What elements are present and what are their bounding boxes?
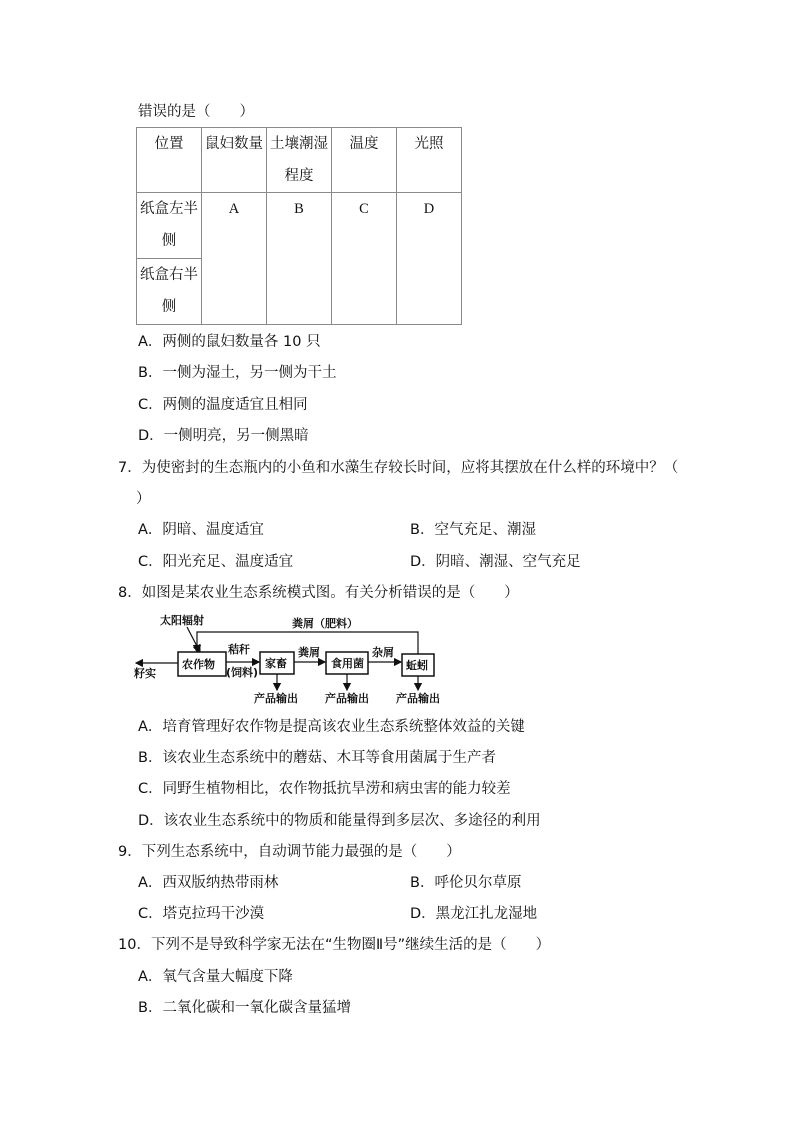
- q8-option-b: B．该农业生态系统中的蘑菇、木耳等食用菌属于生产者: [138, 750, 496, 766]
- solar-arrow: [187, 627, 200, 652]
- cell-d: D: [397, 193, 462, 325]
- q7-stem-cont: ）: [136, 491, 151, 507]
- header-cell: 位置: [137, 128, 202, 193]
- q6-option-b: B．一侧为湿土，另一侧为干土: [138, 365, 337, 381]
- output-label-3: 产品输出: [396, 692, 440, 705]
- q6-option-a: A．两侧的鼠妇数量各 10 只: [138, 334, 321, 350]
- agri-ecosystem-diagram: [132, 612, 462, 707]
- q7-option-b: B．空气充足、潮湿: [410, 522, 536, 538]
- q7-option-d: D．阴暗、潮湿、空气充足: [410, 554, 581, 570]
- crop-label: 农作物: [182, 658, 215, 671]
- feed-label: (饲料): [226, 666, 259, 679]
- output-label-2: 产品输出: [325, 692, 369, 705]
- cell-a: A: [202, 193, 267, 325]
- q6-option-c: C．两侧的温度适宜且相同: [138, 397, 308, 413]
- residue-label: 杂屑: [372, 646, 394, 659]
- row-label-left: 纸盒左半 侧: [137, 193, 202, 259]
- q10-stem: 10．下列不是导致科学家无法在“生物圈Ⅱ号”继续生活的是（ ）: [118, 937, 551, 953]
- q7-option-c: C．阳光充足、温度适宜: [138, 554, 294, 570]
- q6-option-d: D．一侧明亮，另一侧黑暗: [138, 428, 309, 444]
- header-cell: 温度: [332, 128, 397, 193]
- seed-label: 籽实: [134, 667, 156, 680]
- header-cell: 鼠妇数量: [202, 128, 267, 193]
- q7-stem: 7．为使密封的生态瓶内的小鱼和水藻生存较长时间，应将其摆放在什么样的环境中？（: [118, 460, 679, 476]
- q9-option-b: B．呼伦贝尔草原: [410, 875, 522, 891]
- q6-stem-tail: 错误的是（ ）: [138, 104, 254, 120]
- row-label-right: 纸盒右半 侧: [137, 259, 202, 325]
- cell-b: B: [267, 193, 332, 325]
- header-cell: 土壤潮湿 程度: [267, 128, 332, 193]
- q10-option-b: B．二氧化碳和一氧化碳含量猛增: [138, 1000, 351, 1016]
- q8-option-a: A．培育管理好农作物是提高该农业生态系统整体效益的关键: [138, 719, 525, 735]
- straw-label: 秸秆: [228, 643, 250, 656]
- table-row: [137, 193, 462, 259]
- q10-option-a: A．氧气含量大幅度下降: [138, 969, 293, 985]
- q9-option-c: C．塔克拉玛干沙漠: [138, 906, 265, 922]
- dung-label: 粪屑: [298, 646, 320, 659]
- q6-table: [136, 127, 462, 325]
- q8-option-d: D．该农业生态系统中的物质和能量得到多层次、多途径的利用: [138, 813, 541, 829]
- livestock-label: 家畜: [265, 657, 287, 670]
- q8-stem: 8．如图是某农业生态系统模式图。有关分析错误的是（ ）: [118, 585, 519, 601]
- earthworm-label: 蚯蚓: [406, 659, 428, 672]
- header-cell: 光照: [397, 128, 462, 193]
- q7-option-a: A．阴暗、温度适宜: [138, 522, 264, 538]
- q9-stem: 9．下列生态系统中，自动调节能力最强的是（ ）: [118, 844, 461, 860]
- q9-option-d: D．黑龙江扎龙湿地: [410, 906, 538, 922]
- top-arrow-label: 粪屑（肥料）: [292, 617, 358, 630]
- solar-label: 太阳辐射: [160, 614, 204, 627]
- output-label-1: 产品输出: [254, 692, 298, 705]
- q9-option-a: A．西双版纳热带雨林: [138, 875, 279, 891]
- table-header-row: [137, 128, 462, 193]
- cell-c: C: [332, 193, 397, 325]
- fungi-label: 食用菌: [331, 657, 364, 670]
- q8-option-c: C．同野生植物相比，农作物抵抗旱涝和病虫害的能力较差: [138, 781, 511, 797]
